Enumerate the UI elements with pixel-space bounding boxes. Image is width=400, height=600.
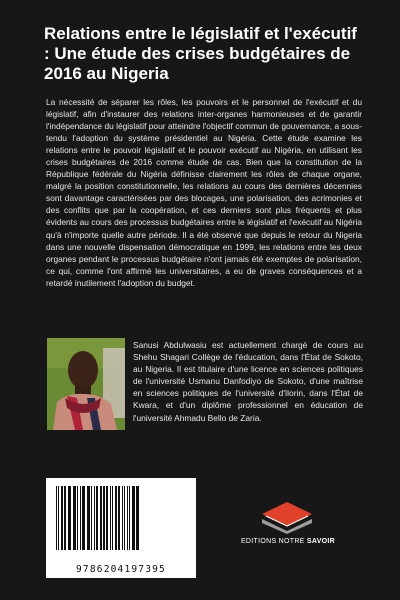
barcode-bar (132, 486, 135, 550)
book-title: Relations entre le législatif et l'exécutif : Une étude des crises budgétaires de 2016 au Nigeria (44, 24, 357, 83)
barcode-bar (118, 486, 120, 550)
publisher-name-bold: SAVOIR (306, 538, 336, 545)
barcode-bar (94, 486, 95, 550)
publisher-logo (258, 500, 316, 534)
barcode-bar (61, 486, 63, 550)
barcode-bar (124, 486, 125, 550)
barcode-bar (136, 486, 139, 550)
barcode-bar (122, 486, 123, 550)
barcode-bar (87, 486, 90, 550)
publisher-name-regular: EDITIONS NOTRE (240, 538, 307, 545)
barcode-bar (129, 486, 130, 550)
barcode-bar (68, 486, 71, 550)
barcode-bar (106, 486, 108, 550)
barcode-bar (82, 486, 85, 550)
barcode-bar (127, 486, 128, 550)
barcode-bar (100, 486, 102, 550)
barcode-bar (112, 486, 113, 550)
barcode-bar (96, 486, 98, 550)
barcode-bar (110, 486, 111, 550)
barcode-bar (91, 486, 92, 550)
isbn-number: 9786204197395 (76, 564, 166, 575)
barcode-bar (58, 486, 59, 550)
barcode-bar (73, 486, 76, 550)
author-photo (47, 338, 125, 430)
barcode-bar (64, 486, 66, 550)
barcode-bar (80, 486, 81, 550)
publisher-name (228, 538, 348, 545)
book-description: La nécessité de séparer les rôles, les pouvoirs et le personnel de l'exécutif et du législatif, afin d'instaurer des relations inter-organes harmonieuses et de garantir l'indépendance du législatif pour atteindre l'objectif commun de gouvernance, a sous-tendu l'adoption du système présidentiel au Nigéria. Cette étude examine les relations entre le pouvoir législatif et le pouvoir exécutif au Nigéria, en utilisant les crises budgétaires de 2016 comme étude de cas. Bien que la constitution de la République fédérale du Nigéria définisse clairement les rôles de chaque organe, malgré la position constitutionnelle, les relations au cours des dernières décennies sont davantage caractérisées par des blocages, une polarisation, des acrimonies et des conflits que par la coopération, et ces derniers sont plus fréquents et plus évidents au cours des processus budgétaires entre le législatif et l'exécutif au Nigéria qu'à n'importe quelle autre période. Il a été observé que depuis le retour du Nigeria dans une nouvelle dispensation démocratique en 1999, les relations entre les deux organes pendant le processus budgétaire n'ont jamais été exemptes de polarisation, ce qui, comme l'ont affirmé les universitaires, a eu de graves conséquences et a retardé inutilement l'adoption du budget. (46, 97, 362, 288)
barcode-bar (56, 486, 57, 550)
barcode-bar (115, 486, 117, 550)
barcode-bar (103, 486, 105, 550)
isbn-barcode (46, 478, 196, 578)
author-bio: Sanusi Abdulwasiu est actuellement chargé de cours au Shehu Shagari Collège de l'éducation, dans l'État de Sokoto, au Nigeria. Il est titulaire d'une licence en sciences politiques de l'université Usmanu Danfodiyo de Sokoto, d'une maîtrise en sciences politiques de l'université d'Ilorin, dans l'État de Kwara, et d'un diplôme professionnel en éducation de l'université Ahmadu Bello de Zaria. (133, 340, 363, 423)
barcode-bar (77, 486, 78, 550)
